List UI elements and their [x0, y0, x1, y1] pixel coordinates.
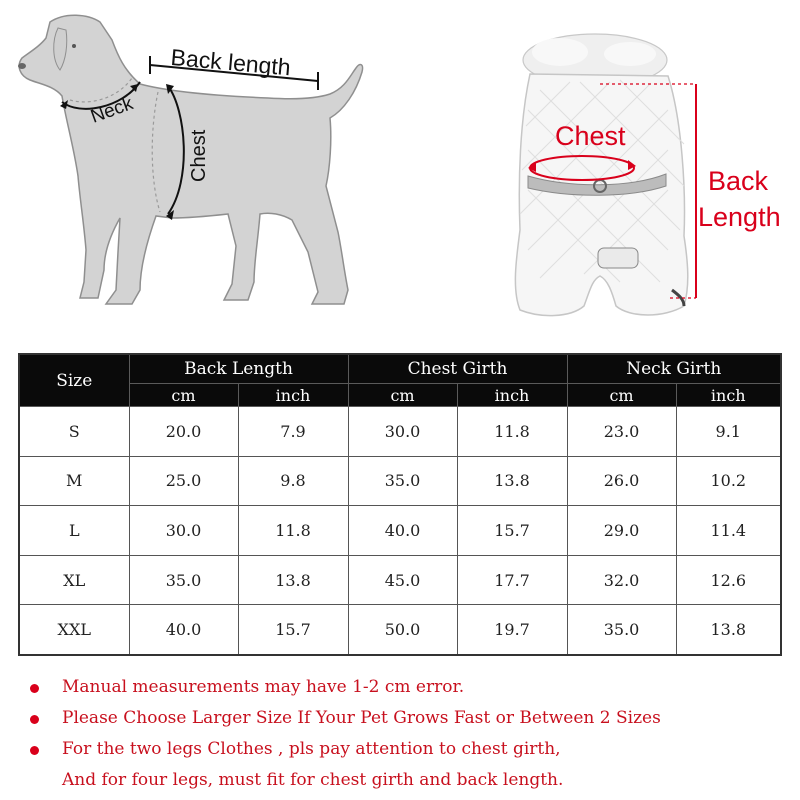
- table-cell: 40.0: [129, 605, 238, 655]
- neck-label: Neck: [88, 93, 136, 128]
- table-cell: 12.6: [676, 555, 781, 605]
- size-notes: [30, 674, 780, 798]
- note-item-continuation: [30, 767, 780, 798]
- size-cell: M: [19, 456, 129, 506]
- table-cell: 11.8: [457, 407, 567, 457]
- size-cell: XXL: [19, 605, 129, 655]
- table-cell: 9.8: [238, 456, 348, 506]
- table-cell: 7.9: [238, 407, 348, 457]
- note-item: [30, 674, 780, 705]
- table-cell: 30.0: [348, 407, 457, 457]
- size-chart-table: [18, 353, 782, 656]
- note-text: Manual measurements may have 1-2 cm error.: [62, 677, 465, 697]
- table-cell: 20.0: [129, 407, 238, 457]
- table-cell: 30.0: [129, 506, 238, 556]
- coat-length-label: Length: [698, 202, 781, 232]
- table-cell: 15.7: [457, 506, 567, 556]
- unit-header: inch: [238, 384, 348, 407]
- table-cell: 11.4: [676, 506, 781, 556]
- table-cell: 25.0: [129, 456, 238, 506]
- size-cell: XL: [19, 555, 129, 605]
- unit-header: cm: [348, 384, 457, 407]
- unit-header: cm: [129, 384, 238, 407]
- coat-back-label: Back: [708, 166, 769, 196]
- chest-label: Chest: [188, 129, 210, 182]
- note-text: And for four legs, must fit for chest girth and back length.: [62, 770, 564, 790]
- note-text: For the two legs Clothes , pls pay attention to chest girth,: [62, 739, 561, 759]
- table-cell: 35.0: [129, 555, 238, 605]
- unit-header: inch: [457, 384, 567, 407]
- bullet-icon: [30, 715, 39, 724]
- table-cell: 15.7: [238, 605, 348, 655]
- measurement-illustration: [0, 0, 800, 340]
- header-neck-girth: Neck Girth: [567, 354, 781, 384]
- size-cell: S: [19, 407, 129, 457]
- coat-chest-label: Chest: [555, 121, 626, 151]
- header-back-length: Back Length: [129, 354, 348, 384]
- bullet-icon: [30, 746, 39, 755]
- table-row: [19, 407, 781, 457]
- table-cell: 45.0: [348, 555, 457, 605]
- table-row: [19, 506, 781, 556]
- header-size: Size: [19, 354, 129, 407]
- bullet-icon: [30, 684, 39, 693]
- unit-header: inch: [676, 384, 781, 407]
- table-cell: 13.8: [676, 605, 781, 655]
- table-row: [19, 456, 781, 506]
- table-cell: 17.7: [457, 555, 567, 605]
- table-cell: 9.1: [676, 407, 781, 457]
- table-cell: 35.0: [567, 605, 676, 655]
- table-cell: 13.8: [457, 456, 567, 506]
- table-header-row: [19, 354, 781, 384]
- table-row: [19, 555, 781, 605]
- table-cell: 23.0: [567, 407, 676, 457]
- note-text: Please Choose Larger Size If Your Pet Grows Fast or Between 2 Sizes: [62, 708, 661, 728]
- note-item: [30, 705, 780, 736]
- table-cell: 19.7: [457, 605, 567, 655]
- unit-header: cm: [567, 384, 676, 407]
- table-cell: 32.0: [567, 555, 676, 605]
- table-row: [19, 605, 781, 655]
- table-cell: 11.8: [238, 506, 348, 556]
- back-length-label: Back length: [169, 44, 292, 81]
- table-cell: 40.0: [348, 506, 457, 556]
- table-cell: 50.0: [348, 605, 457, 655]
- header-chest-girth: Chest Girth: [348, 354, 567, 384]
- table-cell: 29.0: [567, 506, 676, 556]
- note-item: [30, 736, 780, 767]
- table-cell: 26.0: [567, 456, 676, 506]
- size-cell: L: [19, 506, 129, 556]
- illustration-drawing: [0, 0, 800, 340]
- table-unit-row: [19, 384, 781, 407]
- table-cell: 35.0: [348, 456, 457, 506]
- table-cell: 10.2: [676, 456, 781, 506]
- table-cell: 13.8: [238, 555, 348, 605]
